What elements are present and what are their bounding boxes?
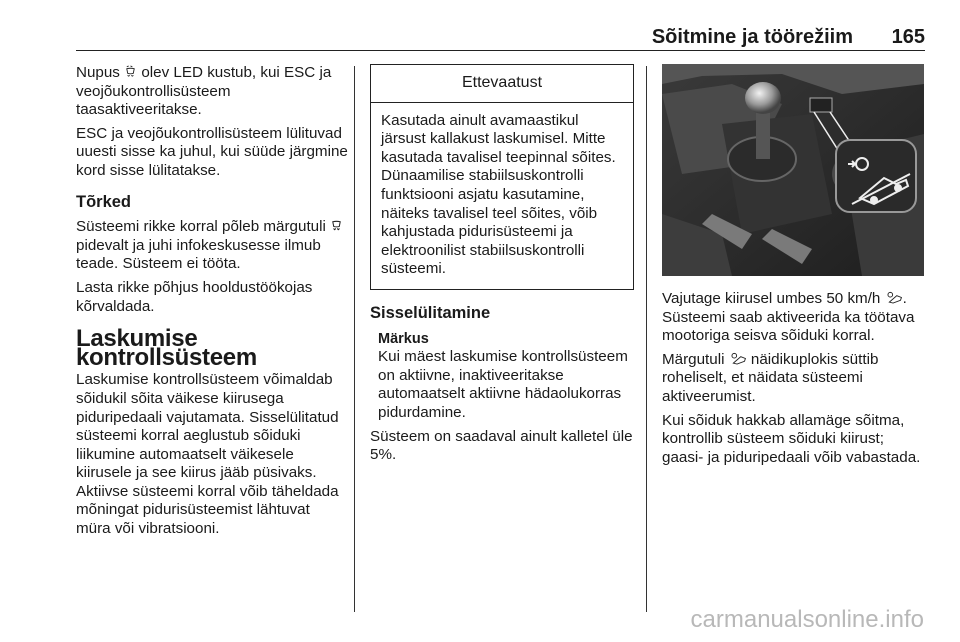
paragraph-reactivation: ESC ja veojõukontrollisüsteem lülituvad uuesti sisse ka juhul, kui süüde järgmine kord sisse lülitatakse. (76, 124, 348, 179)
esc-off-icon (124, 65, 137, 78)
note-title: Märkus (378, 330, 429, 347)
paragraph-indicator: Märgutuli näidikuplokis süttib roheliselt, et näidata süsteemi aktiveerumist. (662, 350, 879, 405)
console-illustration (662, 64, 924, 276)
paragraph-fault-light: Süsteemi rikke korral põleb märgutuli pidevalt ja juhi infokeskusesse ilmub teade. Süsteem ei tööta. (76, 218, 348, 274)
caution-text: Kasutada ainult avamaastikul järsust kallakust laskumisel. Mitte kasutada tavalisel teepinnal sõites. Dünaamilise stabiilsuskontrolli funktsiooni asjatu kasutamine, näiteks tavalisel teel sõites, võib kahjustada pidurisüsteemi ja elektroonilist stabiilsuskontrolli süsteemi. (381, 111, 616, 278)
heading-faults: Tõrked (76, 192, 132, 211)
heading-activation: Sisselülitamine (370, 303, 491, 322)
hill-descent-icon (729, 352, 747, 365)
page-number: 165 (891, 26, 925, 48)
console-photo (662, 64, 924, 276)
note-block (378, 330, 634, 423)
paragraph-led-off: Nupus olev LED kustub, kui ESC ja veojõukontrollisüsteem taasaktiveeritakse. (76, 64, 332, 119)
page-header (76, 26, 925, 51)
note-text: Kui mäest laskumise kontrollsüsteem on aktiivne, inaktiveeritakse automaatselt aktiivne hädaolukorras pidurdamine. (378, 348, 628, 421)
section-title: Sõitmine ja töörežiim (651, 26, 853, 48)
heading-hill-descent: Laskumise kontrollsüsteem (76, 325, 257, 371)
paragraph-availability: Süsteem on saadaval ainult kalletel üle 5%. (370, 427, 633, 464)
esc-warning-icon (330, 219, 343, 232)
paragraph-press-button: Vajutage kiirusel umbes 50 km/h . Süsteemi saab aktiveerida ka töötava mootoriga seisva sõiduki korral. (662, 290, 915, 345)
column-divider-1 (354, 66, 355, 612)
hill-descent-icon (885, 291, 903, 304)
paragraph-hill-descent-intro: Laskumise kontrollsüsteem võimaldab sõidukil sõita väikese kiirusega piduripedaali vajutamata. Sisselülitatud süsteemi korral aeglustub sõiduki liikumine automaatselt väikesele kiirusele ja see kiirus jääb püsivaks. Aktiivse süsteemi korral võib täheldada mõningat pidurisüsteemist lähtuvat müra või vibratsiooni. (76, 371, 339, 538)
column-left (76, 64, 348, 544)
column-divider-2 (646, 66, 647, 612)
caution-box (370, 64, 634, 290)
caution-title: Ettevaatust (371, 65, 633, 103)
column-middle (370, 64, 634, 470)
paragraph-speed-control: Kui sõiduk hakkab allamäge sõitma, kontrollib süsteem sõiduki kiirust; gaasi- ja piduripedaali võib vabastada. (662, 411, 921, 466)
column-right (662, 64, 928, 472)
paragraph-workshop: Lasta rikke põhjus hooldustöökojas kõrvaldada. (76, 278, 313, 315)
watermark: carmanualsonline.info (690, 606, 924, 633)
